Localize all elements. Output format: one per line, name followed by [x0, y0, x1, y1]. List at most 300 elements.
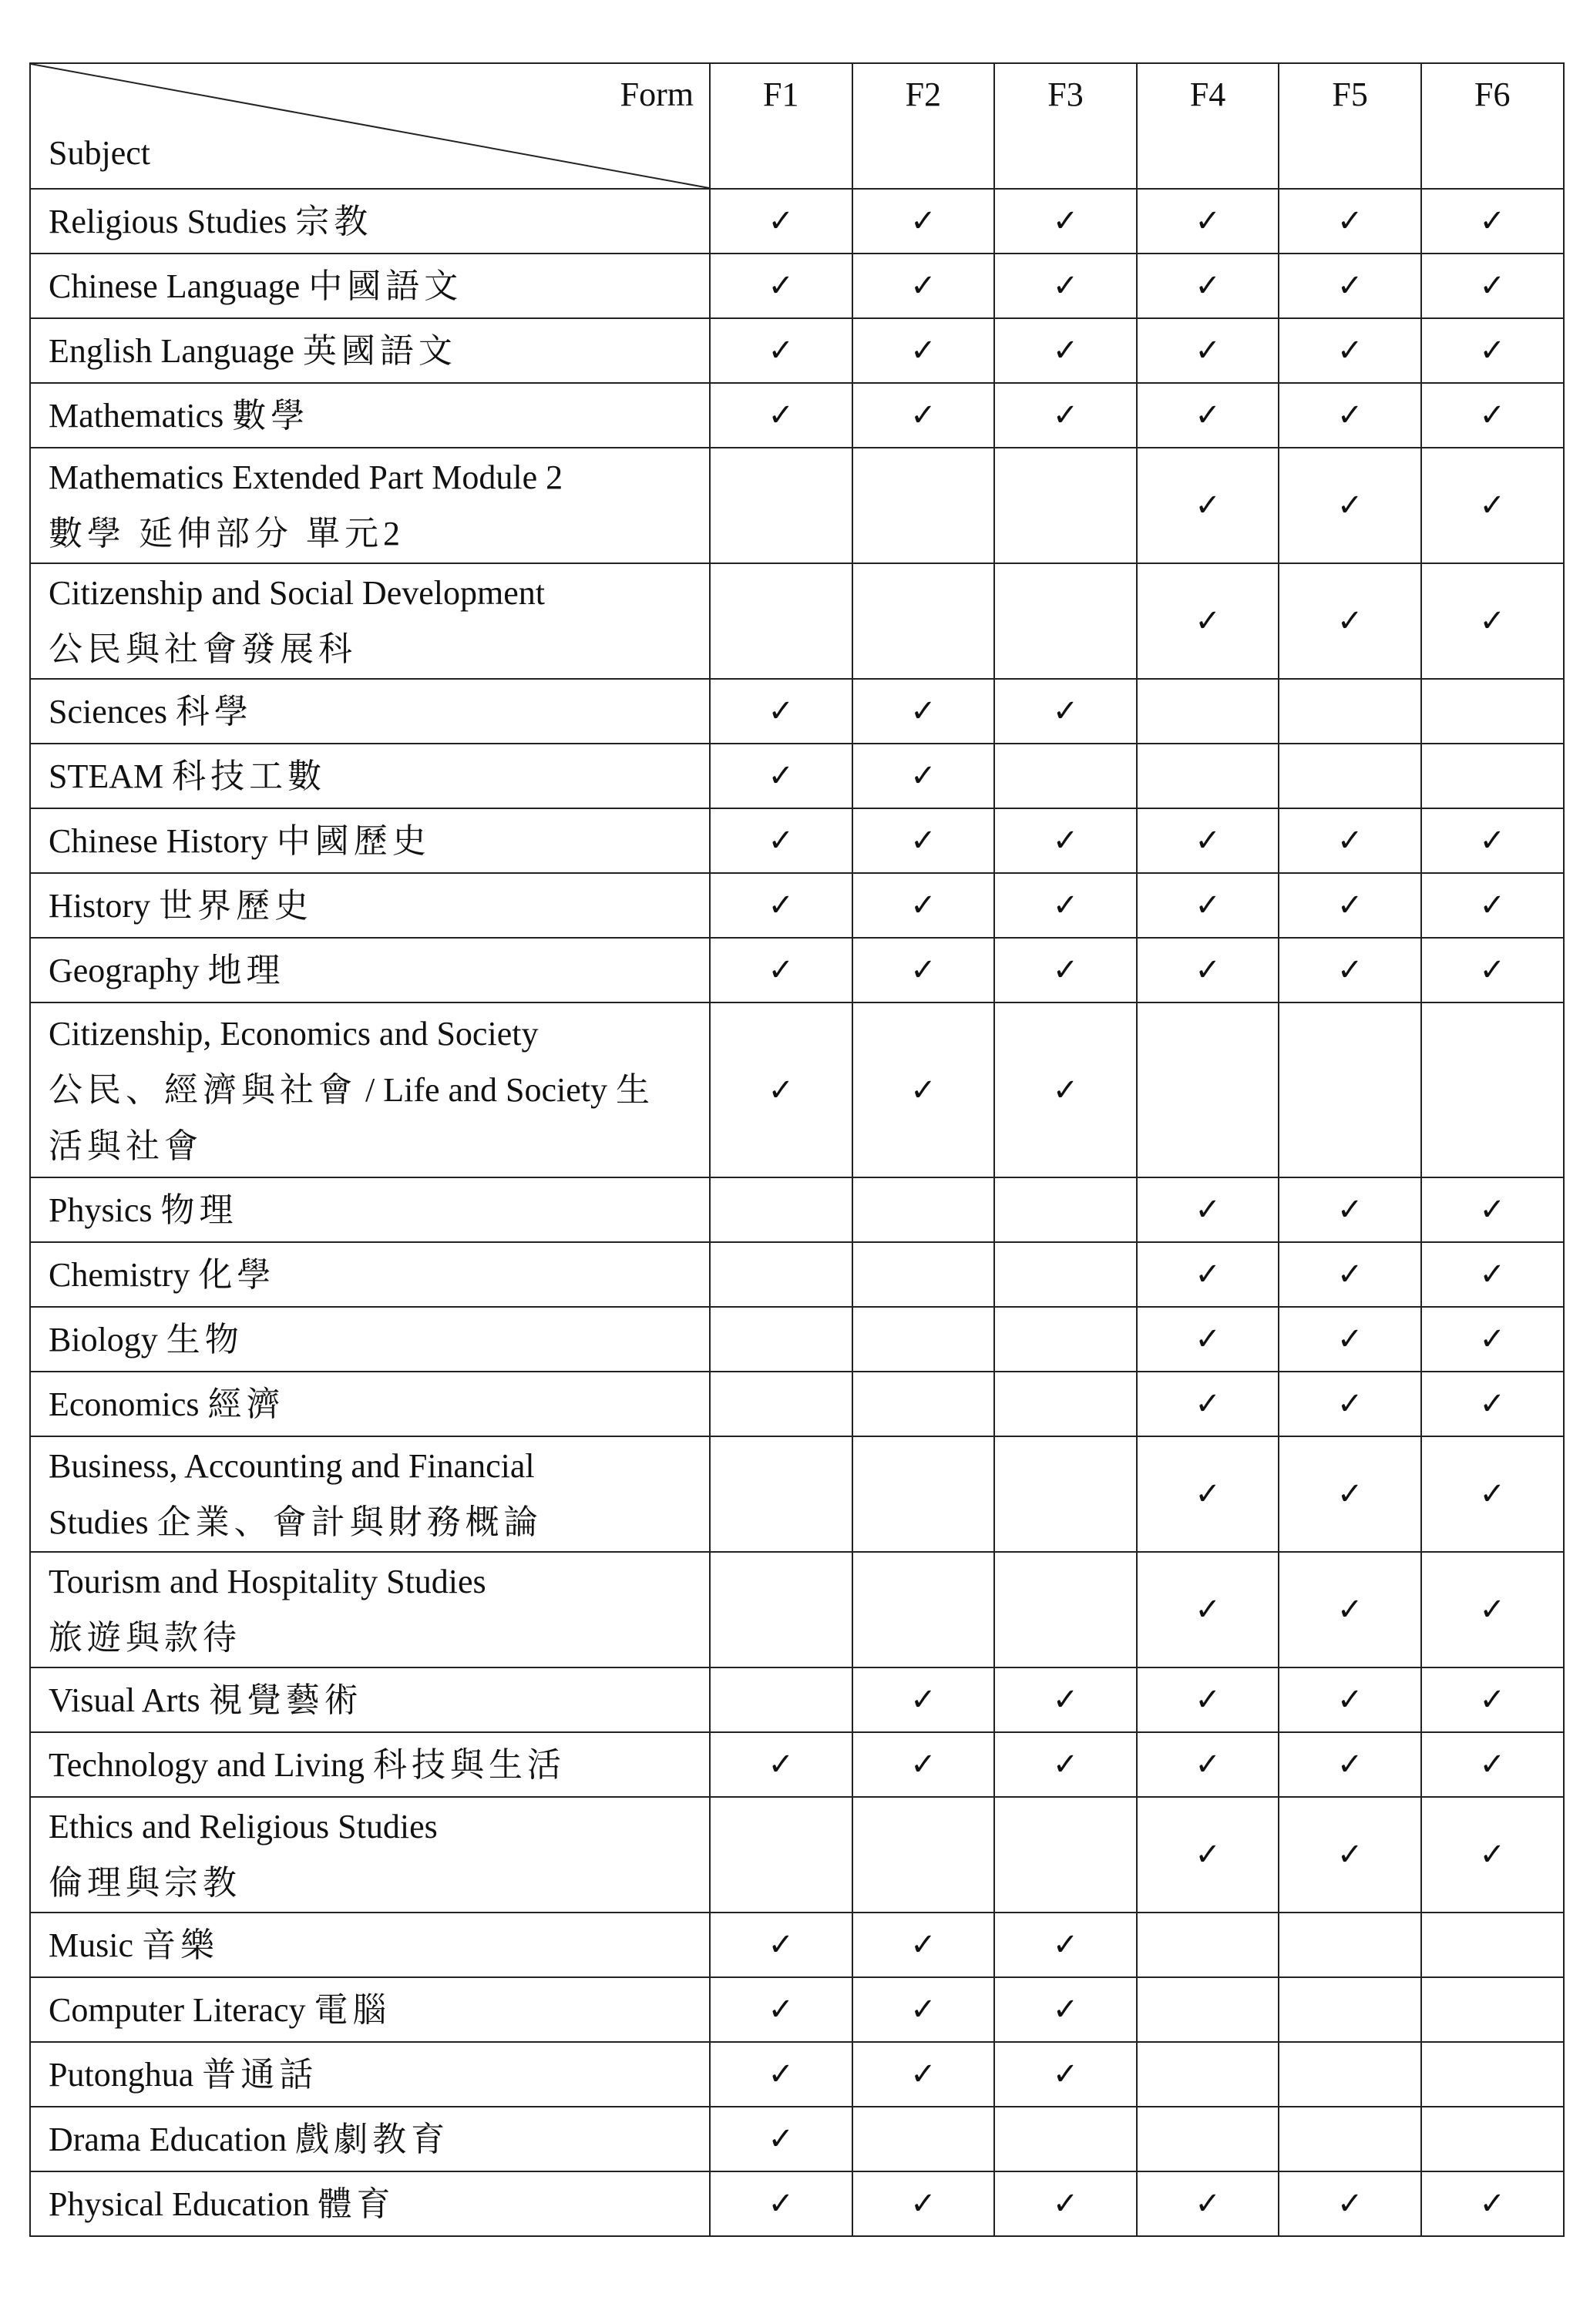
checkmark-icon: ✓ — [1052, 823, 1079, 858]
checkmark-icon: ✓ — [768, 1927, 795, 1963]
offered-cell-f4 — [1137, 1002, 1279, 1177]
checkmark-icon: ✓ — [1479, 1386, 1506, 1422]
checkmark-icon: ✓ — [1195, 823, 1221, 858]
checkmark-icon: ✓ — [768, 2186, 795, 2222]
subject-name-chinese: 經濟 — [207, 1385, 285, 1423]
subject-name-english: Chemistry — [49, 1255, 199, 1294]
subject-name-english: Computer Literacy — [49, 1990, 314, 2029]
offered-cell-f4 — [1137, 318, 1279, 383]
subject-name-line — [49, 258, 701, 314]
offered-cell-f4 — [1137, 189, 1279, 254]
table-row — [30, 189, 1564, 254]
subject-name-cell — [30, 808, 710, 873]
offered-cell-f2 — [852, 2107, 995, 2171]
subject-name-line — [49, 942, 701, 999]
offered-cell-f2 — [852, 448, 995, 563]
offered-cell-f6 — [1421, 938, 1564, 1002]
offered-cell-f5 — [1279, 744, 1421, 808]
offered-cell-f1 — [710, 744, 852, 808]
checkmark-icon: ✓ — [1052, 2057, 1079, 2092]
checkmark-icon: ✓ — [1336, 1322, 1363, 1357]
offered-cell-f3 — [994, 1177, 1137, 1242]
offered-cell-f5 — [1279, 2107, 1421, 2171]
checkmark-icon: ✓ — [1052, 1682, 1079, 1718]
offered-cell-f4 — [1137, 1667, 1279, 1732]
checkmark-icon: ✓ — [1336, 2186, 1363, 2222]
checkmark-icon: ✓ — [1479, 1837, 1506, 1872]
offered-cell-f6 — [1421, 1002, 1564, 1177]
checkmark-icon: ✓ — [1195, 488, 1221, 523]
checkmark-icon: ✓ — [1195, 1386, 1221, 1422]
checkmark-icon: ✓ — [1479, 203, 1506, 239]
checkmark-icon: ✓ — [910, 203, 936, 239]
offered-cell-f4 — [1137, 1177, 1279, 1242]
offered-cell-f6 — [1421, 254, 1564, 318]
offered-cell-f4 — [1137, 1797, 1279, 1913]
table-row — [30, 318, 1564, 383]
subject-name-line — [49, 565, 701, 621]
subject-name-line — [49, 323, 701, 379]
table-row — [30, 1002, 1564, 1177]
offered-cell-f1 — [710, 1177, 852, 1242]
offered-cell-f4 — [1137, 2107, 1279, 2171]
subject-name-english: Citizenship, Economics and Society — [49, 1015, 539, 1053]
subject-name-chinese: 公民與社會發展科 — [49, 630, 357, 668]
table-row — [30, 1797, 1564, 1913]
offered-cell-f1 — [710, 1667, 852, 1732]
subject-name-cell — [30, 1307, 710, 1372]
checkmark-icon: ✓ — [1052, 333, 1079, 368]
subject-name-english: Tourism and Hospitality Studies — [49, 1563, 486, 1600]
checkmark-icon: ✓ — [1195, 1682, 1221, 1718]
offered-cell-f5 — [1279, 1913, 1421, 1977]
subject-name-line — [49, 878, 701, 934]
subject-axis-label: Subject — [49, 134, 150, 172]
checkmark-icon: ✓ — [910, 2186, 936, 2222]
offered-cell-f6 — [1421, 448, 1564, 563]
table-row — [30, 1552, 1564, 1667]
checkmark-icon: ✓ — [1052, 1072, 1079, 1108]
subject-name-line — [49, 2176, 701, 2232]
subject-name-cell — [30, 1732, 710, 1797]
subject-name-line — [49, 1118, 701, 1174]
offered-cell-f2 — [852, 1242, 995, 1307]
checkmark-icon: ✓ — [910, 694, 936, 729]
offered-cell-f6 — [1421, 744, 1564, 808]
offered-cell-f3 — [994, 1372, 1137, 1436]
subject-name-cell — [30, 383, 710, 448]
checkmark-icon: ✓ — [1195, 1476, 1221, 1512]
subject-name-cell — [30, 1913, 710, 1977]
subject-name-chinese: 音樂 — [142, 1926, 219, 1964]
subject-name-cell — [30, 1667, 710, 1732]
offered-cell-f6 — [1421, 1552, 1564, 1667]
offered-cell-f6 — [1421, 1372, 1564, 1436]
subject-name-chinese: 中國語文 — [308, 267, 463, 305]
subject-name-line — [49, 813, 701, 869]
subject-name-english: 2 — [383, 515, 400, 552]
offered-cell-f1 — [710, 2042, 852, 2107]
offered-cell-f2 — [852, 1372, 995, 1436]
checkmark-icon: ✓ — [768, 203, 795, 239]
subject-name-english: Physics — [49, 1191, 161, 1229]
subject-name-chinese: 倫理與宗教 — [49, 1864, 241, 1902]
checkmark-icon: ✓ — [768, 1992, 795, 2027]
offered-cell-f5 — [1279, 1797, 1421, 1913]
offered-cell-f4 — [1137, 448, 1279, 563]
table-row — [30, 448, 1564, 563]
offered-cell-f2 — [852, 2171, 995, 2236]
subject-name-cell — [30, 1242, 710, 1307]
offered-cell-f6 — [1421, 1242, 1564, 1307]
offered-cell-f3 — [994, 1242, 1137, 1307]
offered-cell-f3 — [994, 1552, 1137, 1667]
checkmark-icon: ✓ — [1052, 203, 1079, 239]
checkmark-icon: ✓ — [1336, 398, 1363, 433]
subject-name-cell — [30, 1436, 710, 1552]
offered-cell-f3 — [994, 2042, 1137, 2107]
offered-cell-f5 — [1279, 938, 1421, 1002]
checkmark-icon: ✓ — [1336, 1747, 1363, 1782]
checkmark-icon: ✓ — [1336, 333, 1363, 368]
subject-name-english: Physical Education — [49, 2185, 318, 2223]
offered-cell-f3 — [994, 744, 1137, 808]
offered-cell-f5 — [1279, 1552, 1421, 1667]
checkmark-icon: ✓ — [1195, 888, 1221, 923]
offered-cell-f4 — [1137, 1732, 1279, 1797]
subject-name-line — [49, 1182, 701, 1238]
checkmark-icon: ✓ — [1052, 952, 1079, 988]
subject-name-english: Mathematics Extended Part Module 2 — [49, 458, 563, 496]
offered-cell-f5 — [1279, 1307, 1421, 1372]
subject-name-chinese: 科學 — [175, 692, 253, 730]
offered-cell-f1 — [710, 1732, 852, 1797]
offered-cell-f1 — [710, 448, 852, 563]
subject-name-line — [49, 1006, 701, 1062]
subject-name-line — [49, 388, 701, 444]
checkmark-icon: ✓ — [1336, 952, 1363, 988]
subject-name-english: Chinese Language — [49, 267, 309, 305]
subject-name-english: Citizenship and Social Development — [49, 574, 545, 612]
subject-name-chinese: 世界歷史 — [159, 886, 313, 925]
form-header-f5: F5 — [1279, 63, 1421, 189]
checkmark-icon: ✓ — [1052, 1992, 1079, 2027]
subject-name-line — [49, 1553, 701, 1610]
checkmark-icon: ✓ — [768, 952, 795, 988]
offered-cell-f2 — [852, 1797, 995, 1913]
subject-name-chinese: 中國歷史 — [276, 821, 431, 860]
offered-cell-f2 — [852, 318, 995, 383]
subject-name-english: Technology and Living — [49, 1745, 373, 1784]
table-row — [30, 1977, 1564, 2042]
offered-cell-f2 — [852, 1307, 995, 1372]
checkmark-icon: ✓ — [1195, 1592, 1221, 1627]
subject-name-chinese: 物理 — [160, 1191, 238, 1229]
subject-name-chinese: 地理 — [207, 951, 285, 989]
subject-name-line — [49, 1062, 701, 1118]
checkmark-icon: ✓ — [910, 398, 936, 433]
offered-cell-f2 — [852, 679, 995, 744]
subject-name-cell — [30, 2107, 710, 2171]
checkmark-icon: ✓ — [1479, 333, 1506, 368]
offered-cell-f1 — [710, 1913, 852, 1977]
checkmark-icon: ✓ — [1479, 1747, 1506, 1782]
offered-cell-f6 — [1421, 1307, 1564, 1372]
subject-name-cell — [30, 1002, 710, 1177]
offered-cell-f2 — [852, 254, 995, 318]
offered-cell-f5 — [1279, 1667, 1421, 1732]
offered-cell-f5 — [1279, 873, 1421, 938]
offered-cell-f4 — [1137, 873, 1279, 938]
checkmark-icon: ✓ — [1052, 888, 1079, 923]
subject-name-english: Drama Education — [49, 2120, 296, 2158]
offered-cell-f6 — [1421, 563, 1564, 679]
subject-name-cell — [30, 318, 710, 383]
subject-name-chinese: 生 — [616, 1071, 655, 1109]
offered-cell-f3 — [994, 563, 1137, 679]
checkmark-icon: ✓ — [910, 1992, 936, 2027]
offered-cell-f5 — [1279, 448, 1421, 563]
offered-cell-f2 — [852, 1552, 995, 1667]
checkmark-icon: ✓ — [1479, 488, 1506, 523]
offered-cell-f2 — [852, 1913, 995, 1977]
subject-name-chinese: 科技工數 — [172, 757, 327, 795]
subject-name-cell — [30, 1372, 710, 1436]
checkmark-icon: ✓ — [1336, 268, 1363, 304]
subject-name-english: History — [49, 886, 159, 925]
subject-name-cell — [30, 563, 710, 679]
offered-cell-f4 — [1137, 1372, 1279, 1436]
offered-cell-f6 — [1421, 873, 1564, 938]
offered-cell-f5 — [1279, 383, 1421, 448]
subject-name-english: Studies — [49, 1503, 157, 1541]
subject-name-line — [49, 1376, 701, 1432]
offered-cell-f3 — [994, 679, 1137, 744]
subject-name-cell — [30, 2171, 710, 2236]
checkmark-icon: ✓ — [1195, 398, 1221, 433]
checkmark-icon: ✓ — [1479, 1322, 1506, 1357]
checkmark-icon: ✓ — [1479, 823, 1506, 858]
checkmark-icon: ✓ — [1195, 603, 1221, 639]
offered-cell-f3 — [994, 1667, 1137, 1732]
checkmark-icon: ✓ — [768, 2057, 795, 2092]
checkmark-icon: ✓ — [910, 268, 936, 304]
table-row — [30, 383, 1564, 448]
checkmark-icon: ✓ — [768, 1072, 795, 1108]
checkmark-icon: ✓ — [1052, 268, 1079, 304]
subject-name-cell — [30, 1552, 710, 1667]
subject-name-line — [49, 1610, 701, 1666]
subject-name-line — [49, 748, 701, 804]
offered-cell-f6 — [1421, 2107, 1564, 2171]
subject-name-cell — [30, 1977, 710, 2042]
checkmark-icon: ✓ — [1195, 1257, 1221, 1292]
offered-cell-f3 — [994, 1797, 1137, 1913]
checkmark-icon: ✓ — [1195, 1837, 1221, 1872]
checkmark-icon: ✓ — [768, 268, 795, 304]
offered-cell-f1 — [710, 1797, 852, 1913]
subject-name-line — [49, 449, 701, 505]
subject-name-english: Economics — [49, 1385, 208, 1423]
offered-cell-f4 — [1137, 563, 1279, 679]
subject-name-chinese: 旅遊與款待 — [49, 1619, 241, 1657]
table-row — [30, 1913, 1564, 1977]
subject-name-line — [49, 193, 701, 250]
checkmark-icon: ✓ — [1195, 1322, 1221, 1357]
offered-cell-f1 — [710, 679, 852, 744]
offered-cell-f6 — [1421, 1436, 1564, 1552]
offered-cell-f5 — [1279, 1977, 1421, 2042]
offered-cell-f6 — [1421, 1913, 1564, 1977]
offered-cell-f4 — [1137, 254, 1279, 318]
offered-cell-f4 — [1137, 1913, 1279, 1977]
form-header-f1: F1 — [710, 63, 852, 189]
table-row — [30, 1372, 1564, 1436]
offered-cell-f4 — [1137, 1977, 1279, 2042]
offered-cell-f1 — [710, 873, 852, 938]
offered-cell-f3 — [994, 383, 1137, 448]
table-row — [30, 2107, 1564, 2171]
table-row — [30, 679, 1564, 744]
checkmark-icon: ✓ — [1479, 2186, 1506, 2222]
offered-cell-f6 — [1421, 1667, 1564, 1732]
offered-cell-f4 — [1137, 744, 1279, 808]
subject-name-line — [49, 1672, 701, 1728]
table-row — [30, 1242, 1564, 1307]
subject-name-cell — [30, 1177, 710, 1242]
subject-name-cell — [30, 189, 710, 254]
form-header-f4: F4 — [1137, 63, 1279, 189]
offered-cell-f2 — [852, 1002, 995, 1177]
offered-cell-f1 — [710, 938, 852, 1002]
offered-cell-f5 — [1279, 1372, 1421, 1436]
checkmark-icon: ✓ — [1195, 203, 1221, 239]
subject-name-english: Mathematics — [49, 396, 233, 435]
offered-cell-f6 — [1421, 2171, 1564, 2236]
subject-name-english: Sciences — [49, 692, 176, 730]
form-header-f6: F6 — [1421, 63, 1564, 189]
subject-name-line — [49, 1982, 701, 2038]
offered-cell-f6 — [1421, 1732, 1564, 1797]
table-row — [30, 2171, 1564, 2236]
checkmark-icon: ✓ — [910, 952, 936, 988]
subject-name-chinese: 化學 — [198, 1255, 276, 1294]
checkmark-icon: ✓ — [1336, 488, 1363, 523]
offered-cell-f2 — [852, 938, 995, 1002]
subject-name-english: / Life and Society — [357, 1071, 617, 1109]
checkmark-icon: ✓ — [1195, 952, 1221, 988]
checkmark-icon: ✓ — [1479, 398, 1506, 433]
corner-header-cell — [30, 63, 710, 189]
offered-cell-f1 — [710, 808, 852, 873]
offered-cell-f1 — [710, 1977, 852, 2042]
subject-name-english: Geography — [49, 951, 208, 989]
offered-cell-f2 — [852, 873, 995, 938]
checkmark-icon: ✓ — [768, 398, 795, 433]
table-row — [30, 1732, 1564, 1797]
subject-form-table — [29, 62, 1565, 2237]
table-row — [30, 744, 1564, 808]
subject-name-english: Chinese History — [49, 821, 277, 860]
checkmark-icon: ✓ — [1195, 1192, 1221, 1227]
table-row — [30, 873, 1564, 938]
offered-cell-f6 — [1421, 318, 1564, 383]
checkmark-icon: ✓ — [1336, 1257, 1363, 1292]
checkmark-icon: ✓ — [1336, 603, 1363, 639]
offered-cell-f2 — [852, 1977, 995, 2042]
offered-cell-f3 — [994, 1436, 1137, 1552]
offered-cell-f3 — [994, 938, 1137, 1002]
offered-cell-f6 — [1421, 383, 1564, 448]
subject-name-english: Biology — [49, 1320, 166, 1358]
subject-name-english: English Language — [49, 331, 303, 370]
subject-name-cell — [30, 873, 710, 938]
checkmark-icon: ✓ — [1336, 1837, 1363, 1872]
offered-cell-f3 — [994, 808, 1137, 873]
subject-name-line — [49, 1311, 701, 1368]
table-row — [30, 808, 1564, 873]
offered-cell-f2 — [852, 563, 995, 679]
checkmark-icon: ✓ — [1336, 203, 1363, 239]
table-row — [30, 1177, 1564, 1242]
checkmark-icon: ✓ — [1195, 333, 1221, 368]
subject-name-english: Visual Arts — [49, 1681, 209, 1719]
offered-cell-f4 — [1137, 383, 1279, 448]
offered-cell-f1 — [710, 1307, 852, 1372]
subject-name-line — [49, 1438, 701, 1494]
checkmark-icon: ✓ — [768, 888, 795, 923]
offered-cell-f4 — [1137, 1436, 1279, 1552]
offered-cell-f5 — [1279, 1242, 1421, 1307]
offered-cell-f3 — [994, 2171, 1137, 2236]
offered-cell-f1 — [710, 254, 852, 318]
offered-cell-f5 — [1279, 318, 1421, 383]
offered-cell-f2 — [852, 744, 995, 808]
offered-cell-f3 — [994, 1732, 1137, 1797]
table-row — [30, 1667, 1564, 1732]
checkmark-icon: ✓ — [1052, 1747, 1079, 1782]
checkmark-icon: ✓ — [1052, 398, 1079, 433]
offered-cell-f5 — [1279, 679, 1421, 744]
offered-cell-f3 — [994, 2107, 1137, 2171]
offered-cell-f6 — [1421, 1797, 1564, 1913]
offered-cell-f2 — [852, 2042, 995, 2107]
checkmark-icon: ✓ — [1479, 1192, 1506, 1227]
checkmark-icon: ✓ — [910, 333, 936, 368]
offered-cell-f4 — [1137, 2171, 1279, 2236]
checkmark-icon: ✓ — [1336, 1476, 1363, 1512]
checkmark-icon: ✓ — [1479, 1682, 1506, 1718]
offered-cell-f6 — [1421, 189, 1564, 254]
checkmark-icon: ✓ — [910, 1927, 936, 1963]
checkmark-icon: ✓ — [768, 694, 795, 729]
checkmark-icon: ✓ — [768, 333, 795, 368]
subject-name-english: Ethics and Religious Studies — [49, 1808, 438, 1845]
checkmark-icon: ✓ — [1336, 823, 1363, 858]
offered-cell-f3 — [994, 189, 1137, 254]
subject-name-chinese: 宗教 — [295, 202, 373, 240]
subject-name-chinese: 戲劇教育 — [295, 2120, 450, 2158]
subject-name-cell — [30, 938, 710, 1002]
subject-name-cell — [30, 744, 710, 808]
checkmark-icon: ✓ — [910, 2057, 936, 2092]
checkmark-icon: ✓ — [1336, 1192, 1363, 1227]
subject-name-line — [49, 1737, 701, 1793]
offered-cell-f2 — [852, 189, 995, 254]
subject-name-line — [49, 1798, 701, 1855]
subject-name-line — [49, 1917, 701, 1973]
table-row — [30, 2042, 1564, 2107]
